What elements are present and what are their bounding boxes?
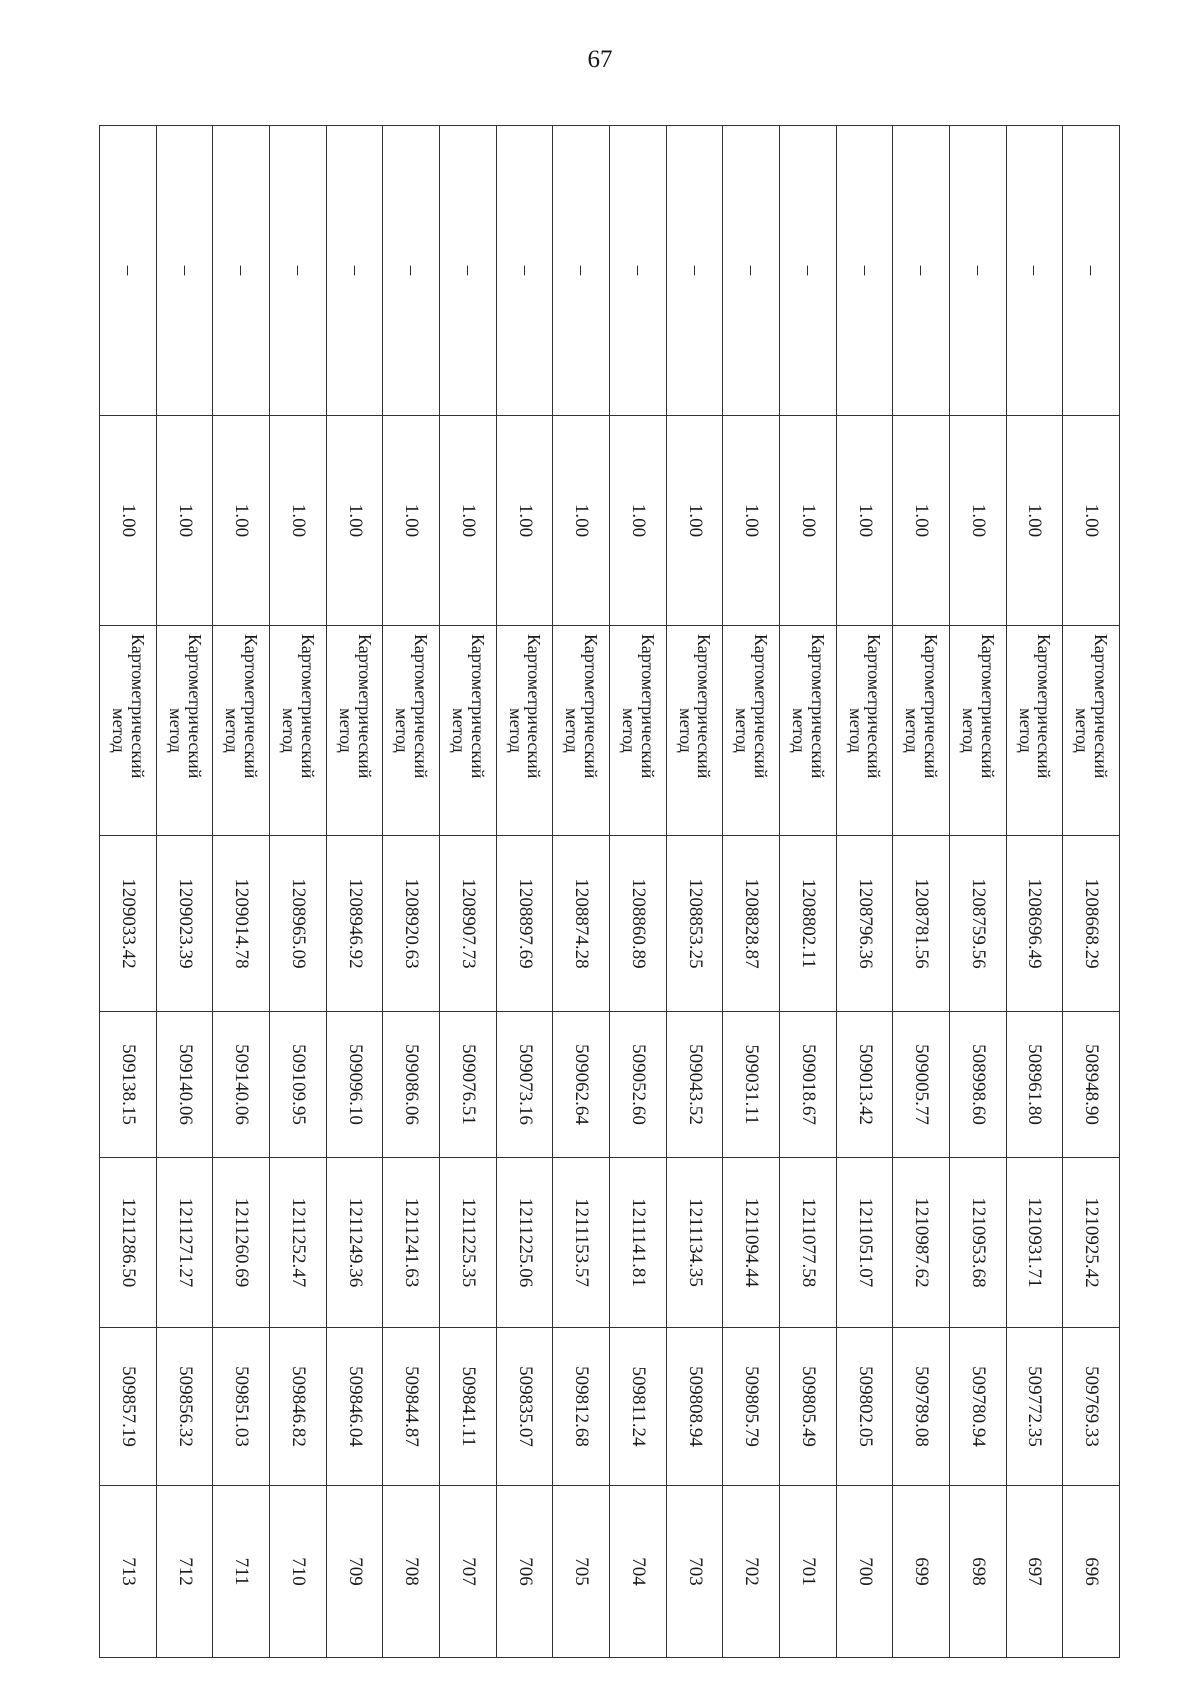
y2-cell: 1208696.49	[1006, 836, 1063, 1012]
accuracy-cell: 1.00	[950, 416, 1007, 626]
method-cell	[213, 626, 270, 836]
table-row	[100, 126, 157, 1658]
method-line-2: метод	[845, 708, 866, 753]
y2-cell: 1208781.56	[893, 836, 950, 1012]
method-cell	[950, 626, 1007, 836]
page-number: 67	[587, 46, 613, 73]
y1-cell: 1211225.35	[440, 1158, 497, 1328]
method-line-1: Картометрический	[411, 634, 432, 779]
x1-cell: 509780.94	[950, 1328, 1007, 1486]
x2-cell: 509138.15	[100, 1012, 157, 1158]
table-row	[1063, 126, 1120, 1658]
y1-cell: 1210987.62	[893, 1158, 950, 1328]
point-number-cell: 696	[1063, 1486, 1120, 1658]
x1-cell: 509856.32	[156, 1328, 213, 1486]
method-cell	[666, 626, 723, 836]
table-row	[156, 126, 213, 1658]
method-line-2: метод	[392, 708, 413, 753]
y2-cell: 1208907.73	[440, 836, 497, 1012]
y1-cell: 1211241.63	[383, 1158, 440, 1328]
x1-cell: 509772.35	[1006, 1328, 1063, 1486]
method-line-2: метод	[1072, 708, 1093, 753]
note-cell: –	[950, 126, 1007, 416]
accuracy-cell: 1.00	[270, 416, 327, 626]
accuracy-cell: 1.00	[383, 416, 440, 626]
accuracy-cell: 1.00	[440, 416, 497, 626]
point-number-cell: 708	[383, 1486, 440, 1658]
method-line-2: метод	[675, 708, 696, 753]
x1-cell: 509844.87	[383, 1328, 440, 1486]
y1-cell: 1211051.07	[836, 1158, 893, 1328]
y2-cell: 1208897.69	[496, 836, 553, 1012]
x1-cell: 509846.82	[270, 1328, 327, 1486]
y2-cell: 1208796.36	[836, 836, 893, 1012]
point-number-cell: 704	[610, 1486, 667, 1658]
table-row	[780, 126, 837, 1658]
x2-cell: 509096.10	[326, 1012, 383, 1158]
table-row	[836, 126, 893, 1658]
y1-cell: 1211141.81	[610, 1158, 667, 1328]
method-line-1: Картометрический	[297, 634, 318, 779]
point-number-cell: 703	[666, 1486, 723, 1658]
x2-cell: 509140.06	[156, 1012, 213, 1158]
method-cell	[270, 626, 327, 836]
accuracy-cell: 1.00	[610, 416, 667, 626]
point-number-cell: 700	[836, 1486, 893, 1658]
y1-cell: 1211134.35	[666, 1158, 723, 1328]
y1-cell: 1211077.58	[780, 1158, 837, 1328]
accuracy-cell: 1.00	[326, 416, 383, 626]
y2-cell: 1208853.25	[666, 836, 723, 1012]
method-line-1: Картометрический	[807, 634, 828, 779]
method-line-1: Картометрический	[354, 634, 375, 779]
y2-cell: 1209033.42	[100, 836, 157, 1012]
y2-cell: 1208860.89	[610, 836, 667, 1012]
method-cell	[383, 626, 440, 836]
x1-cell: 509841.11	[440, 1328, 497, 1486]
x2-cell: 509073.16	[496, 1012, 553, 1158]
y2-cell: 1208802.11	[780, 836, 837, 1012]
method-cell	[1006, 626, 1063, 836]
method-line-1: Картометрический	[581, 634, 602, 779]
table-row	[496, 126, 553, 1658]
x2-cell: 509086.06	[383, 1012, 440, 1158]
point-number-cell: 705	[553, 1486, 610, 1658]
method-cell	[1063, 626, 1120, 836]
point-number-cell: 713	[100, 1486, 157, 1658]
method-line-1: Картометрический	[241, 634, 262, 779]
y1-cell: 1210925.42	[1063, 1158, 1120, 1328]
point-number-cell: 701	[780, 1486, 837, 1658]
x1-cell: 509851.03	[213, 1328, 270, 1486]
method-line-2: метод	[562, 708, 583, 753]
x2-cell: 509031.11	[723, 1012, 780, 1158]
accuracy-cell: 1.00	[496, 416, 553, 626]
rotated-table-container	[100, 125, 1120, 1657]
x2-cell: 509052.60	[610, 1012, 667, 1158]
x1-cell: 509805.79	[723, 1328, 780, 1486]
method-cell	[326, 626, 383, 836]
accuracy-cell: 1.00	[666, 416, 723, 626]
table-row	[610, 126, 667, 1658]
table-row	[553, 126, 610, 1658]
point-number-cell: 706	[496, 1486, 553, 1658]
table-row	[666, 126, 723, 1658]
x1-cell: 509857.19	[100, 1328, 157, 1486]
point-number-cell: 698	[950, 1486, 1007, 1658]
point-number-cell: 709	[326, 1486, 383, 1658]
y1-cell: 1211249.36	[326, 1158, 383, 1328]
y1-cell: 1210931.71	[1006, 1158, 1063, 1328]
accuracy-cell: 1.00	[723, 416, 780, 626]
table-row	[723, 126, 780, 1658]
y1-cell: 1210953.68	[950, 1158, 1007, 1328]
accuracy-cell: 1.00	[780, 416, 837, 626]
accuracy-cell: 1.00	[893, 416, 950, 626]
x2-cell: 509005.77	[893, 1012, 950, 1158]
x1-cell: 509805.49	[780, 1328, 837, 1486]
method-line-1: Картометрический	[694, 634, 715, 779]
y2-cell: 1208668.29	[1063, 836, 1120, 1012]
method-line-1: Картометрический	[524, 634, 545, 779]
x2-cell: 508961.80	[1006, 1012, 1063, 1158]
note-cell: –	[666, 126, 723, 416]
note-cell: –	[553, 126, 610, 416]
x1-cell: 509812.68	[553, 1328, 610, 1486]
table-row	[383, 126, 440, 1658]
x2-cell: 508998.60	[950, 1012, 1007, 1158]
accuracy-cell: 1.00	[553, 416, 610, 626]
method-line-1: Картометрический	[127, 634, 148, 779]
method-line-1: Картометрический	[637, 634, 658, 779]
x2-cell: 509076.51	[440, 1012, 497, 1158]
method-cell	[440, 626, 497, 836]
note-cell: –	[836, 126, 893, 416]
y2-cell: 1209023.39	[156, 836, 213, 1012]
x2-cell: 509109.95	[270, 1012, 327, 1158]
point-number-cell: 697	[1006, 1486, 1063, 1658]
point-number-cell: 707	[440, 1486, 497, 1658]
y1-cell: 1211153.57	[553, 1158, 610, 1328]
method-line-1: Картометрический	[1034, 634, 1055, 779]
method-line-1: Картометрический	[467, 634, 488, 779]
method-line-1: Картометрический	[921, 634, 942, 779]
method-cell	[893, 626, 950, 836]
coordinates-table	[99, 125, 1120, 1658]
accuracy-cell: 1.00	[1063, 416, 1120, 626]
x1-cell: 509846.04	[326, 1328, 383, 1486]
table-row	[326, 126, 383, 1658]
table-body	[100, 126, 1120, 1658]
method-line-2: метод	[1015, 708, 1036, 753]
method-line-2: метод	[788, 708, 809, 753]
x2-cell: 509062.64	[553, 1012, 610, 1158]
x2-cell: 509140.06	[213, 1012, 270, 1158]
method-line-1: Картометрический	[864, 634, 885, 779]
note-cell: –	[270, 126, 327, 416]
method-line-2: метод	[448, 708, 469, 753]
method-line-2: метод	[958, 708, 979, 753]
y2-cell: 1208946.92	[326, 836, 383, 1012]
method-line-1: Картометрический	[184, 634, 205, 779]
method-cell	[723, 626, 780, 836]
y1-cell: 1211094.44	[723, 1158, 780, 1328]
y1-cell: 1211225.06	[496, 1158, 553, 1328]
x1-cell: 509835.07	[496, 1328, 553, 1486]
x1-cell: 509789.08	[893, 1328, 950, 1486]
y1-cell: 1211260.69	[213, 1158, 270, 1328]
method-cell	[610, 626, 667, 836]
note-cell: –	[723, 126, 780, 416]
accuracy-cell: 1.00	[156, 416, 213, 626]
method-cell	[836, 626, 893, 836]
method-line-2: метод	[618, 708, 639, 753]
point-number-cell: 712	[156, 1486, 213, 1658]
table-row	[950, 126, 1007, 1658]
method-line-2: метод	[278, 708, 299, 753]
method-line-2: метод	[222, 708, 243, 753]
method-cell	[496, 626, 553, 836]
method-cell	[156, 626, 213, 836]
method-line-1: Картометрический	[1091, 634, 1112, 779]
x2-cell: 509043.52	[666, 1012, 723, 1158]
note-cell: –	[893, 126, 950, 416]
table-row	[893, 126, 950, 1658]
method-cell	[553, 626, 610, 836]
point-number-cell: 699	[893, 1486, 950, 1658]
point-number-cell: 702	[723, 1486, 780, 1658]
y2-cell: 1208965.09	[270, 836, 327, 1012]
y1-cell: 1211286.50	[100, 1158, 157, 1328]
x2-cell: 509013.42	[836, 1012, 893, 1158]
note-cell: –	[213, 126, 270, 416]
note-cell: –	[100, 126, 157, 416]
method-line-2: метод	[109, 708, 130, 753]
accuracy-cell: 1.00	[100, 416, 157, 626]
y2-cell: 1208828.87	[723, 836, 780, 1012]
method-line-2: метод	[165, 708, 186, 753]
point-number-cell: 710	[270, 1486, 327, 1658]
y2-cell: 1208759.56	[950, 836, 1007, 1012]
y2-cell: 1208920.63	[383, 836, 440, 1012]
method-line-1: Картометрический	[977, 634, 998, 779]
note-cell: –	[440, 126, 497, 416]
note-cell: –	[1063, 126, 1120, 416]
method-line-2: метод	[902, 708, 923, 753]
method-cell	[100, 626, 157, 836]
x1-cell: 509811.24	[610, 1328, 667, 1486]
table-row	[1006, 126, 1063, 1658]
note-cell: –	[156, 126, 213, 416]
method-cell	[780, 626, 837, 836]
y2-cell: 1208874.28	[553, 836, 610, 1012]
note-cell: –	[383, 126, 440, 416]
y1-cell: 1211252.47	[270, 1158, 327, 1328]
y2-cell: 1209014.78	[213, 836, 270, 1012]
table-row	[213, 126, 270, 1658]
accuracy-cell: 1.00	[836, 416, 893, 626]
method-line-2: метод	[505, 708, 526, 753]
table-row	[440, 126, 497, 1658]
x2-cell: 509018.67	[780, 1012, 837, 1158]
note-cell: –	[780, 126, 837, 416]
method-line-2: метод	[732, 708, 753, 753]
note-cell: –	[326, 126, 383, 416]
note-cell: –	[610, 126, 667, 416]
y1-cell: 1211271.27	[156, 1158, 213, 1328]
x2-cell: 508948.90	[1063, 1012, 1120, 1158]
method-line-1: Картометрический	[751, 634, 772, 779]
note-cell: –	[496, 126, 553, 416]
note-cell: –	[1006, 126, 1063, 416]
accuracy-cell: 1.00	[213, 416, 270, 626]
accuracy-cell: 1.00	[1006, 416, 1063, 626]
table-row	[270, 126, 327, 1658]
x1-cell: 509802.05	[836, 1328, 893, 1486]
x1-cell: 509769.33	[1063, 1328, 1120, 1486]
method-line-2: метод	[335, 708, 356, 753]
x1-cell: 509808.94	[666, 1328, 723, 1486]
point-number-cell: 711	[213, 1486, 270, 1658]
